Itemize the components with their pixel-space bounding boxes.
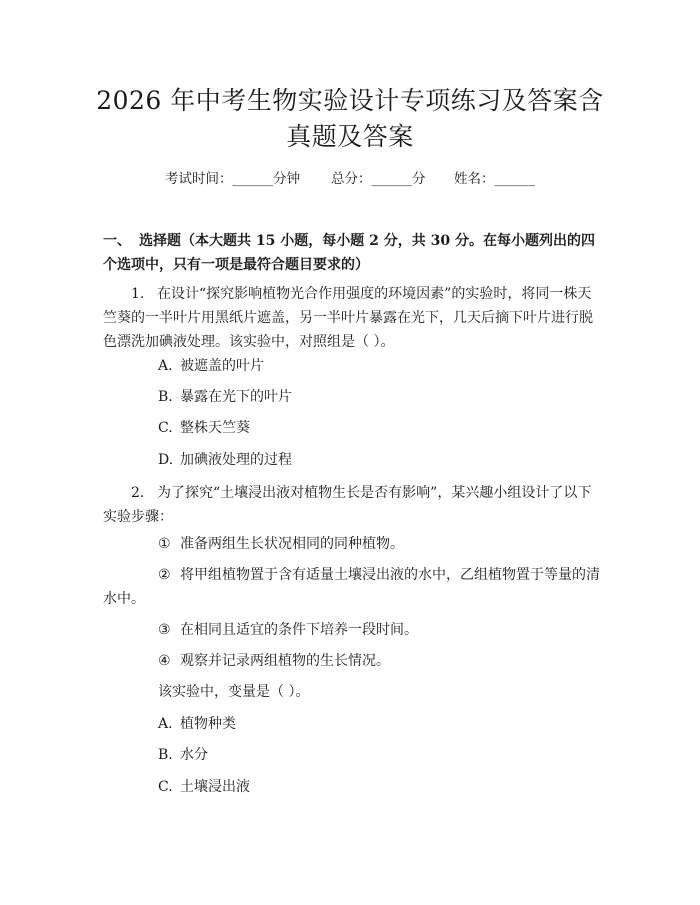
step-marker: ① <box>158 536 171 552</box>
question-1-option-c <box>158 418 250 438</box>
question-2-step-4 <box>158 651 390 671</box>
step-text: 准备两组生长状况相同的同种植物。 <box>180 536 404 552</box>
option-text: 暴露在光下的叶片 <box>180 389 292 405</box>
option-letter: A. <box>158 716 173 732</box>
question-2-step-2 <box>103 563 603 611</box>
option-text: 土壤浸出液 <box>180 779 250 795</box>
option-text: 植物种类 <box>180 716 236 732</box>
option-letter: C. <box>158 779 173 795</box>
question-2-step-3 <box>158 620 418 640</box>
option-letter: A. <box>158 358 173 374</box>
section-heading <box>103 229 603 277</box>
document-title-line-2: 真题及答案 <box>286 122 414 151</box>
question-2-prompt: 该实验中，变量是（ ）。 <box>158 684 310 700</box>
student-name: 姓名：______ <box>454 171 535 187</box>
section-heading-text: 选择题（本大题共 15 小题，每小题 2 分，共 30 分。在每小题列出的四个选项中，只有一项是最符合题目要求的） <box>103 233 595 273</box>
option-letter: B. <box>158 747 173 763</box>
step-marker: ④ <box>158 653 171 669</box>
option-text: 整株天竺葵 <box>180 420 250 436</box>
exam-time: 考试时间：______分钟 <box>165 171 300 187</box>
question-2-option-c <box>158 777 250 797</box>
question-2-text: 为了探究“土壤浸出液对植物生长是否有影响”，某兴趣小组设计了以下实验步骤： <box>103 485 592 525</box>
step-text: 将甲组植物置于含有适量土壤浸出液的水中，乙组植物置于等量的清水中。 <box>103 567 600 607</box>
question-1-option-d <box>158 450 292 470</box>
question-1-number: 1. <box>131 286 145 302</box>
question-2-option-a <box>158 714 236 734</box>
step-text: 在相同且适宜的条件下培养一段时间。 <box>180 622 418 638</box>
option-text: 被遮盖的叶片 <box>180 358 264 374</box>
question-2 <box>103 481 603 529</box>
option-letter: D. <box>158 452 174 468</box>
question-1-text: 在设计“探究影响植物光合作用强度的环境因素”的实验时，将同一株天竺葵的一半叶片用黑纸片遮盖，另一半叶片暴露在光下，几天后摘下叶片进行脱色漂洗加碘液处理。该实验中，对照组是（ ）。 <box>103 286 593 350</box>
question-1-option-a <box>158 356 264 376</box>
option-text: 加碘液处理的过程 <box>180 452 292 468</box>
section-number: 一、 <box>103 233 131 249</box>
question-1-option-b <box>158 387 292 407</box>
step-marker: ③ <box>158 622 171 638</box>
question-2-option-b <box>158 745 208 765</box>
document-title-line-1: 2026 年中考生物实验设计专项练习及答案含 <box>96 86 604 115</box>
question-2-number: 2. <box>131 485 145 501</box>
step-text: 观察并记录两组植物的生长情况。 <box>180 653 390 669</box>
question-1 <box>103 282 603 354</box>
question-2-step-1 <box>158 534 404 554</box>
step-marker: ② <box>158 567 171 583</box>
option-text: 水分 <box>180 747 208 763</box>
option-letter: C. <box>158 420 173 436</box>
option-letter: B. <box>158 389 173 405</box>
total-score: 总分：______分 <box>331 171 426 187</box>
